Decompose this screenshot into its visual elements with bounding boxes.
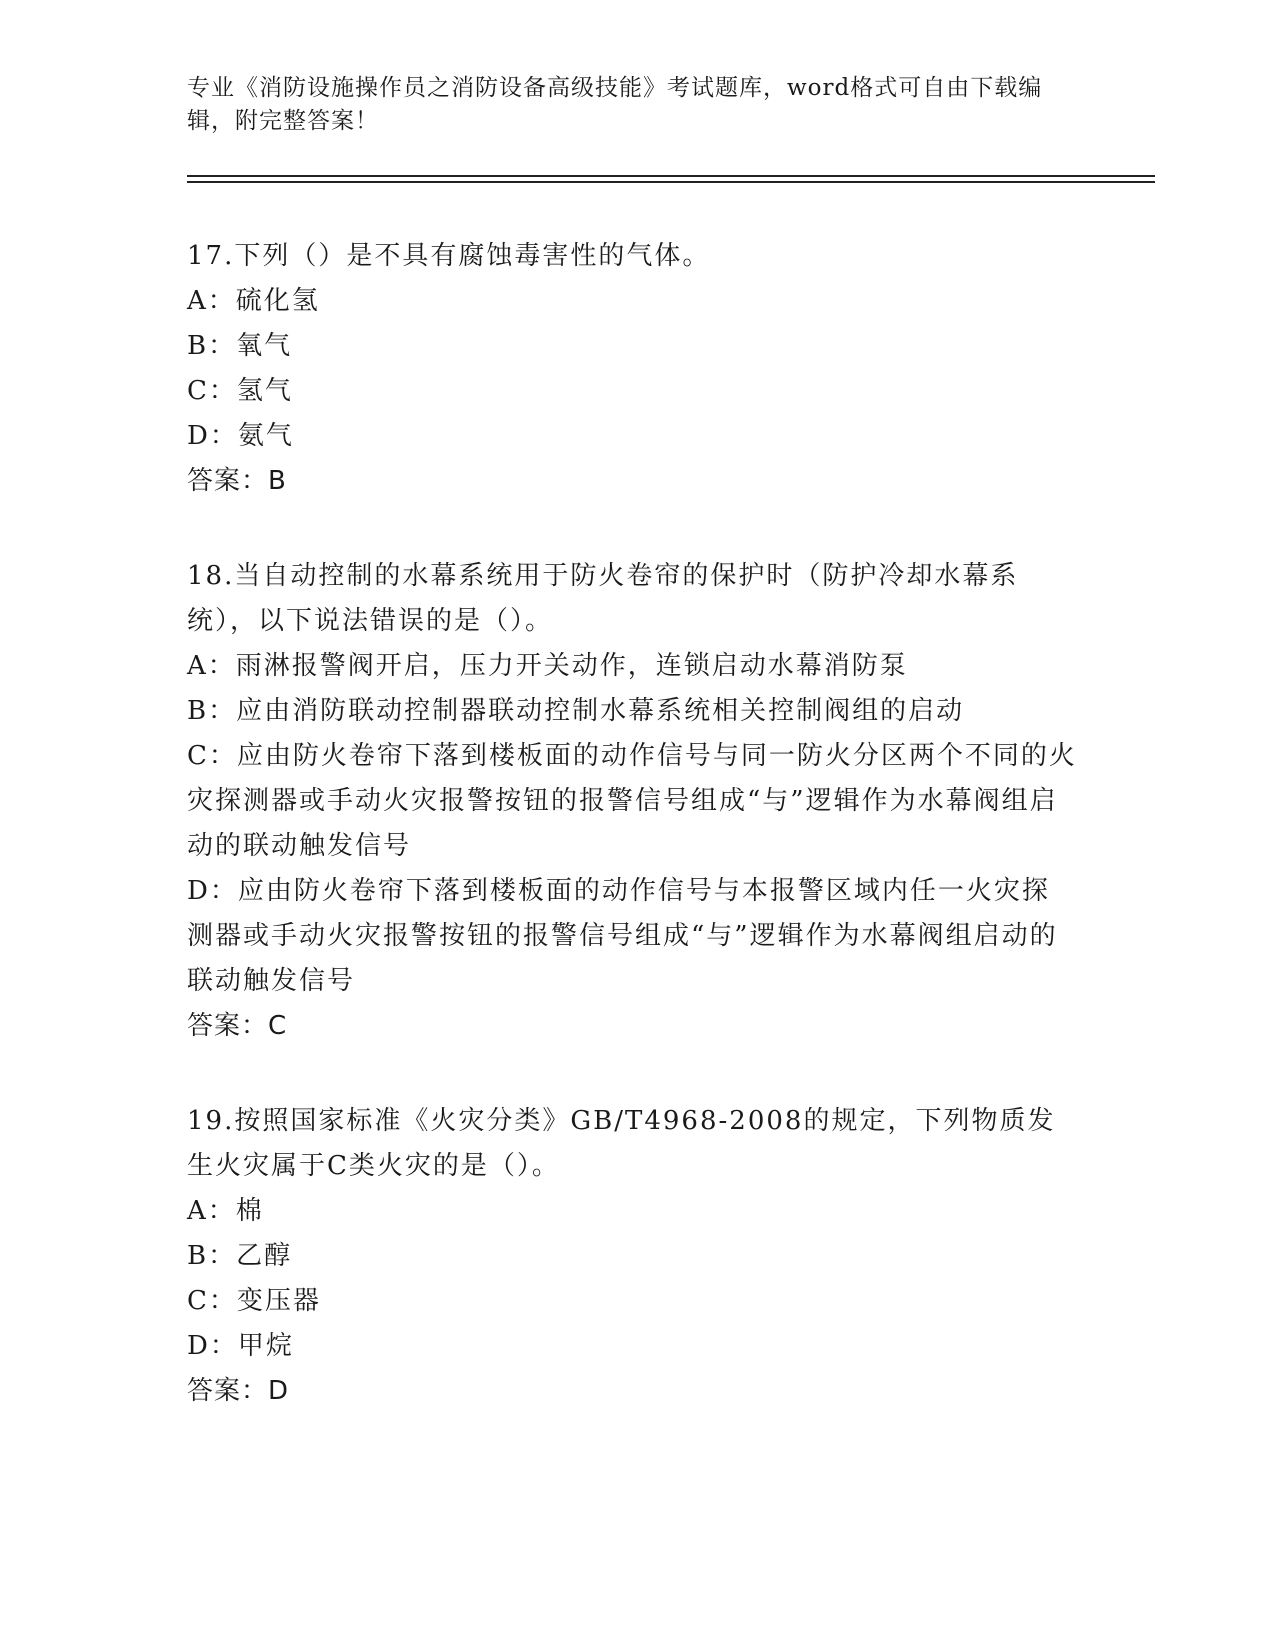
- header-divider-bottom: [187, 181, 1155, 183]
- question-19: [187, 1099, 1077, 1414]
- document-header: 专业《消防设施操作员之消防设备高级技能》考试题库，word格式可自由下载编辑，附完整答案！: [187, 75, 1043, 134]
- header-divider-top: [187, 175, 1155, 177]
- option-c: C：氢气: [187, 376, 293, 406]
- question-stem: 17.下列（）是不具有腐蚀毒害性的气体。: [187, 241, 711, 271]
- option-d: D：氨气: [187, 421, 294, 451]
- answer: 答案：B: [187, 466, 287, 496]
- option-b: B：乙醇: [187, 1241, 293, 1271]
- question-stem: 18.当自动控制的水幕系统用于防火卷帘的保护时（防护冷却水幕系统），以下说法错误的是（）。: [187, 561, 1019, 636]
- option-a: A：硫化氢: [187, 286, 320, 316]
- option-d: D：应由防火卷帘下落到楼板面的动作信号与本报警区域内任一火灾探测器或手动火灾报警按钮的报警信号组成“与”逻辑作为水幕阀组启动的联动触发信号: [187, 876, 1058, 996]
- option-d: D：甲烷: [187, 1331, 294, 1361]
- option-b: B：应由消防联动控制器联动控制水幕系统相关控制阀组的启动: [187, 696, 965, 726]
- question-stem: 19.按照国家标准《火灾分类》GB/T4968-2008的规定，下列物质发生火灾属于C类火灾的是（）。: [187, 1106, 1056, 1181]
- option-b: B：氧气: [187, 331, 293, 361]
- option-c: C：应由防火卷帘下落到楼板面的动作信号与同一防火分区两个不同的火灾探测器或手动火灾报警按钮的报警信号组成“与”逻辑作为水幕阀组启动的联动触发信号: [187, 741, 1077, 861]
- option-c: C：变压器: [187, 1286, 321, 1316]
- question-18: [187, 554, 1077, 1049]
- option-a: A：棉: [187, 1196, 264, 1226]
- answer: 答案：C: [187, 1011, 288, 1041]
- answer: 答案：D: [187, 1376, 290, 1406]
- option-a: A：雨淋报警阀开启，压力开关动作，连锁启动水幕消防泵: [187, 651, 908, 681]
- question-17: [187, 234, 1077, 504]
